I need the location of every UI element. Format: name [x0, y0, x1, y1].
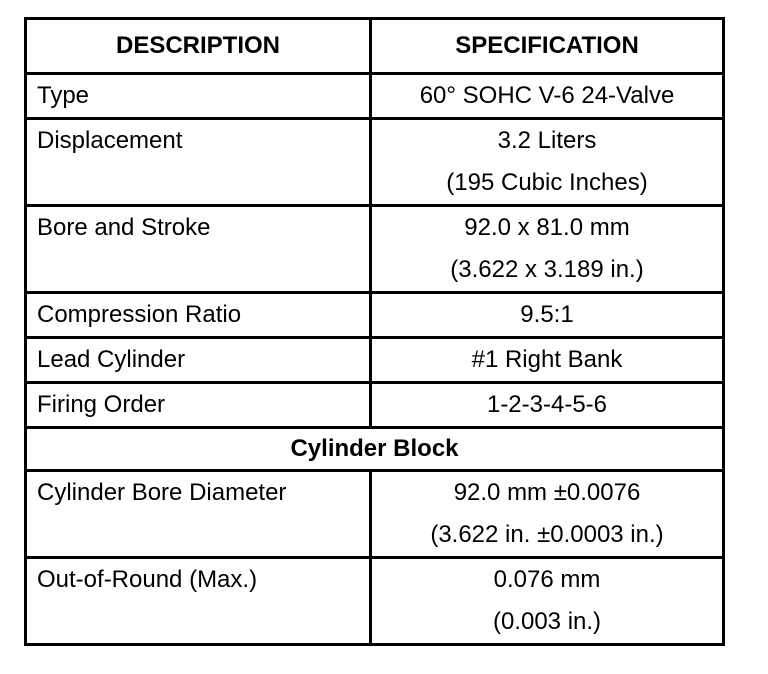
table-row [26, 383, 724, 428]
spec-line: #1 Right Bank [471, 346, 623, 373]
row-description: Type [26, 74, 371, 119]
header-description: DESCRIPTION [26, 19, 371, 74]
row-description: Lead Cylinder [26, 338, 371, 383]
table-row [26, 338, 724, 383]
table-row [26, 558, 724, 645]
row-spec [371, 383, 724, 428]
spec-line: 92.0 mm ±0.0076 [453, 479, 641, 506]
row-description: Bore and Stroke [26, 206, 371, 293]
row-spec [371, 338, 724, 383]
row-spec [371, 206, 724, 293]
spec-line: (3.622 x 3.189 in.) [450, 256, 644, 283]
row-spec [371, 558, 724, 645]
row-description: Cylinder Bore Diameter [26, 471, 371, 558]
spec-table [24, 17, 725, 646]
row-spec [371, 119, 724, 206]
section-row [26, 428, 724, 471]
table-row [26, 206, 724, 293]
section-heading: Cylinder Block [26, 428, 724, 471]
header-specification: SPECIFICATION [371, 19, 724, 74]
spec-line: (3.622 in. ±0.0003 in.) [430, 521, 664, 548]
spec-line: (0.003 in.) [492, 608, 602, 635]
table-row [26, 74, 724, 119]
row-description: Out-of-Round (Max.) [26, 558, 371, 645]
spec-line: 9.5:1 [520, 301, 574, 328]
table-row [26, 119, 724, 206]
table-row [26, 293, 724, 338]
row-description: Firing Order [26, 383, 371, 428]
spec-line: 0.076 mm [493, 566, 601, 593]
spec-line: (195 Cubic Inches) [446, 169, 648, 196]
table-row [26, 471, 724, 558]
spec-line: 60° SOHC V-6 24-Valve [419, 82, 675, 109]
header-row [26, 19, 724, 74]
spec-line: 92.0 x 81.0 mm [464, 214, 630, 241]
spec-line: 1-2-3-4-5-6 [486, 391, 608, 418]
row-spec [371, 293, 724, 338]
row-description: Compression Ratio [26, 293, 371, 338]
spec-line: 3.2 Liters [497, 127, 597, 154]
row-spec [371, 74, 724, 119]
row-description: Displacement [26, 119, 371, 206]
row-spec [371, 471, 724, 558]
